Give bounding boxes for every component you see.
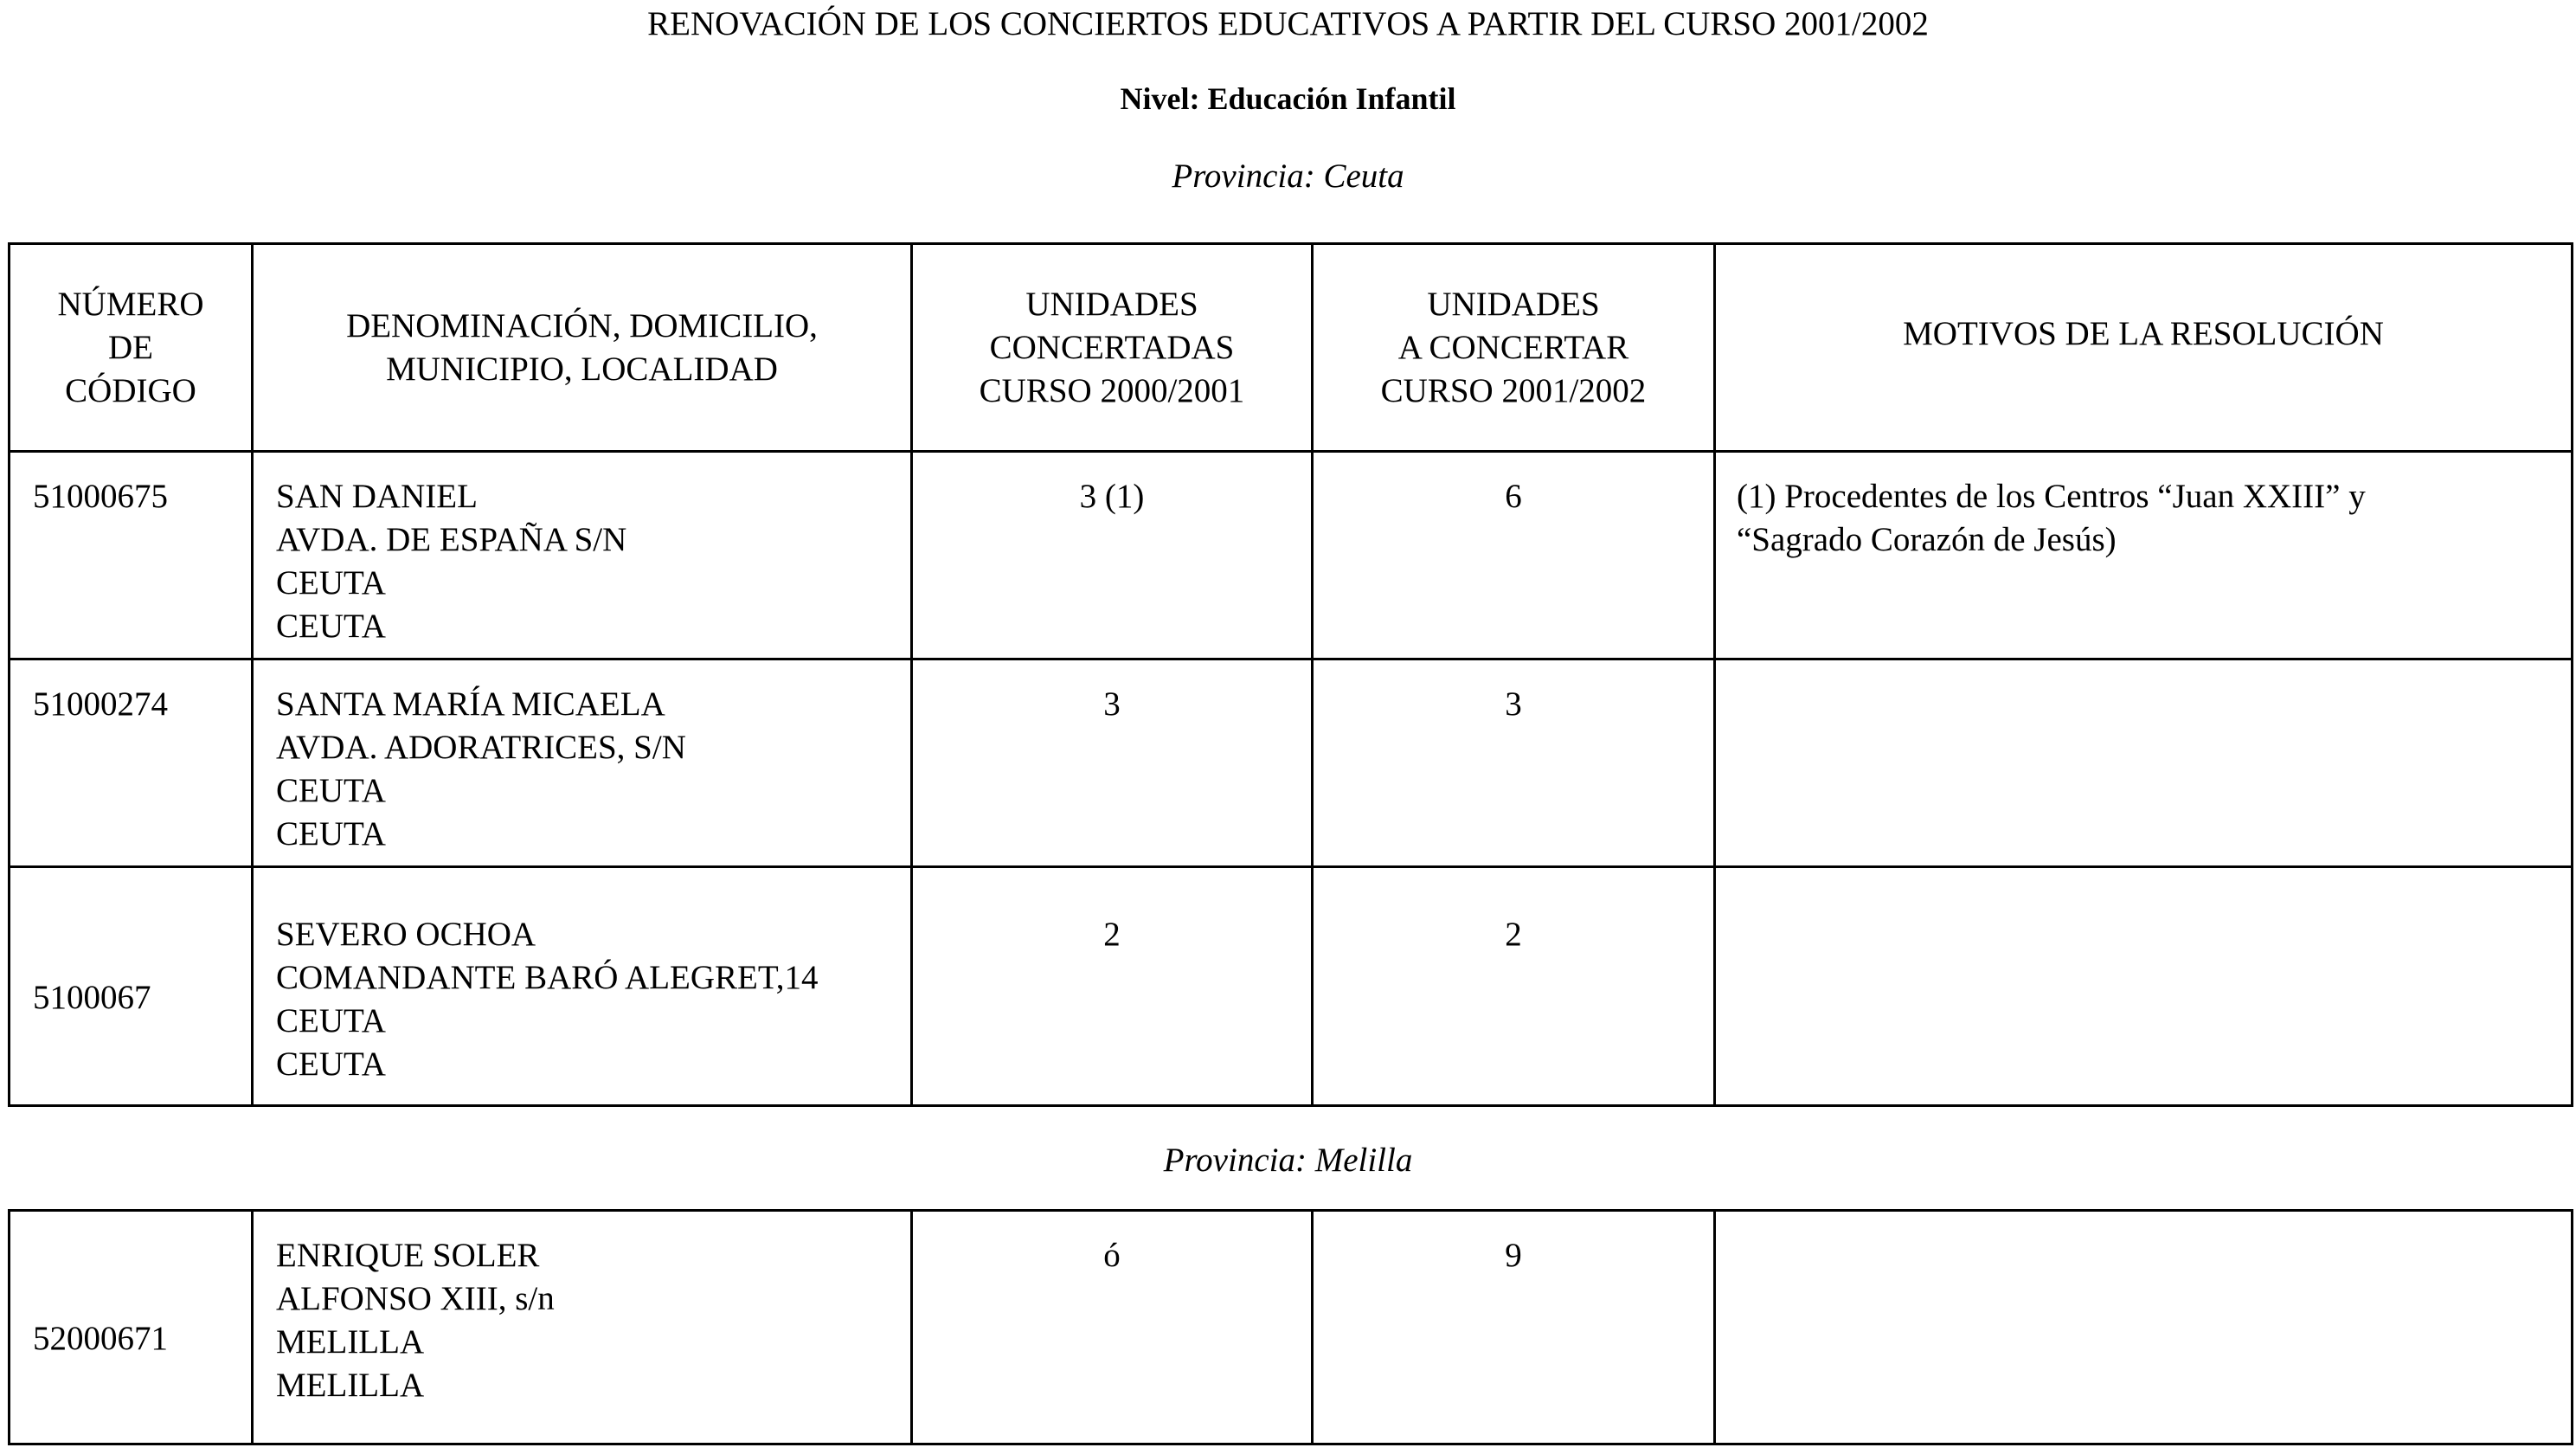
ceuta-table [8, 242, 2573, 1107]
concertadas-cell: ó [912, 1211, 1313, 1444]
nivel-heading: Nivel: Educación Infantil [1120, 81, 1456, 116]
provincia-ceuta-heading: Provincia: Ceuta [1172, 158, 1404, 195]
codigo-cell: 52000671 [10, 1211, 253, 1444]
a-concertar-cell: 6 [1313, 452, 1715, 659]
motivos-cell [1715, 867, 2573, 1106]
codigo-cell: 5100067 [10, 867, 253, 1106]
denominacion-cell: SEVERO OCHOA COMANDANTE BARÓ ALEGRET,14 CEUTA CEUTA [253, 867, 912, 1106]
header-denominacion: DENOMINACIÓN, DOMICILIO, MUNICIPIO, LOCALIDAD [253, 244, 912, 452]
table-row [10, 659, 2573, 867]
provincia-melilla-heading: Provincia: Melilla [1163, 1142, 1413, 1179]
a-concertar-cell: 3 [1313, 659, 1715, 867]
motivos-cell: (1) Procedentes de los Centros “Juan XXIII” y “Sagrado Corazón de Jesús) [1715, 452, 2573, 659]
table-row [10, 867, 2573, 1106]
denominacion-cell: SAN DANIEL AVDA. DE ESPAÑA S/N CEUTA CEUTA [253, 452, 912, 659]
document-title: RENOVACIÓN DE LOS CONCIERTOS EDUCATIVOS A PARTIR DEL CURSO 2001/2002 [647, 5, 1929, 42]
motivos-cell [1715, 1211, 2573, 1444]
table-row [10, 452, 2573, 659]
header-a-concertar: UNIDADES A CONCERTAR CURSO 2001/2002 [1313, 244, 1715, 452]
a-concertar-cell: 9 [1313, 1211, 1715, 1444]
header-concertadas: UNIDADES CONCERTADAS CURSO 2000/2001 [912, 244, 1313, 452]
motivos-cell [1715, 659, 2573, 867]
header-codigo: NÚMERO DE CÓDIGO [10, 244, 253, 452]
table-row [10, 1211, 2573, 1444]
concertadas-cell: 3 (1) [912, 452, 1313, 659]
codigo-cell: 51000675 [10, 452, 253, 659]
melilla-table [8, 1209, 2573, 1445]
header-motivos: MOTIVOS DE LA RESOLUCIÓN [1715, 244, 2573, 452]
codigo-cell: 51000274 [10, 659, 253, 867]
a-concertar-cell: 2 [1313, 867, 1715, 1106]
concertadas-cell: 2 [912, 867, 1313, 1106]
table-header-row [10, 244, 2573, 452]
denominacion-cell: SANTA MARÍA MICAELA AVDA. ADORATRICES, S/N CEUTA CEUTA [253, 659, 912, 867]
concertadas-cell: 3 [912, 659, 1313, 867]
denominacion-cell: ENRIQUE SOLER ALFONSO XIII, s/n MELILLA MELILLA [253, 1211, 912, 1444]
